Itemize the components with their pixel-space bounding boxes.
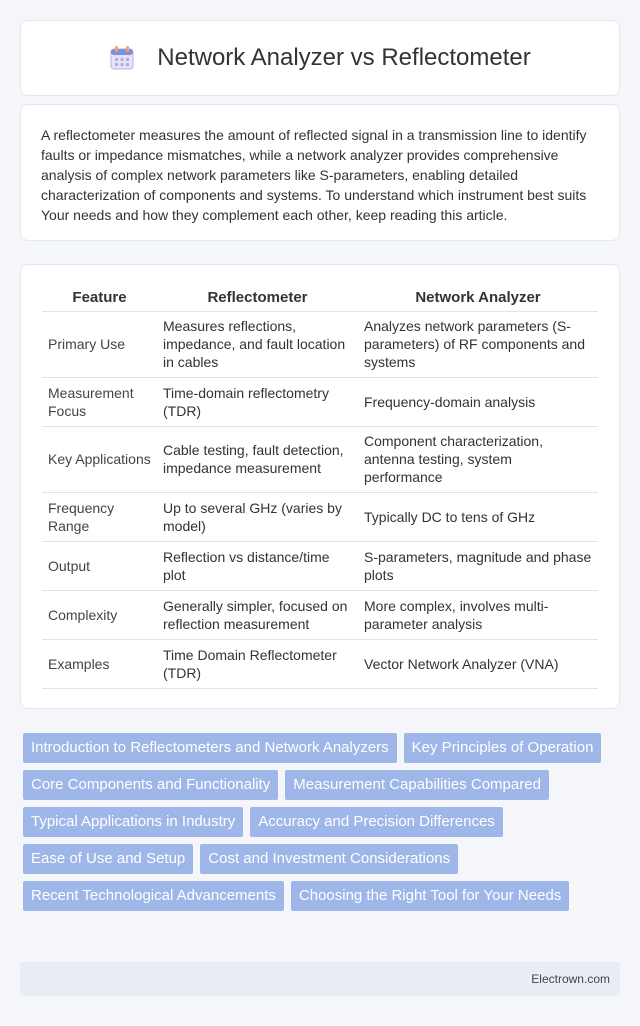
row-network-analyzer: Frequency-domain analysis [358,377,598,426]
row-network-analyzer: Vector Network Analyzer (VNA) [358,639,598,688]
row-network-analyzer: More complex, involves multi-parameter analysis [358,590,598,639]
title-card [20,20,620,96]
header-network-analyzer: Network Analyzer [358,285,598,311]
row-feature: Primary Use [42,311,157,377]
table-row [42,639,598,688]
row-reflectometer: Time-domain reflectometry (TDR) [157,377,358,426]
topic-link-choosing-tool[interactable]: Choosing the Right Tool for Your Needs [291,881,569,911]
topic-link-introduction[interactable]: Introduction to Reflectometers and Network Analyzers [23,733,397,763]
row-feature: Frequency Range [42,492,157,541]
row-feature: Complexity [42,590,157,639]
row-network-analyzer: Typically DC to tens of GHz [358,492,598,541]
row-network-analyzer: S-parameters, magnitude and phase plots [358,541,598,590]
row-reflectometer: Reflection vs distance/time plot [157,541,358,590]
topic-link-accuracy-precision[interactable]: Accuracy and Precision Differences [250,807,503,837]
row-reflectometer: Time Domain Reflectometer (TDR) [157,639,358,688]
topic-link-typical-applications[interactable]: Typical Applications in Industry [23,807,243,837]
row-feature: Output [42,541,157,590]
topic-link-recent-advancements[interactable]: Recent Technological Advancements [23,881,284,911]
row-feature: Examples [42,639,157,688]
table-header-row [42,285,598,311]
table-row [42,377,598,426]
topic-link-ease-of-use[interactable]: Ease of Use and Setup [23,844,193,874]
footer-site-link[interactable]: Electrown.com [531,972,610,986]
page-title: Network Analyzer vs Reflectometer [157,44,531,71]
table-row [42,492,598,541]
intro-card [20,104,620,241]
table-row [42,426,598,492]
comparison-table [42,285,598,689]
row-reflectometer: Measures reflections, impedance, and fault location in cables [157,311,358,377]
topic-link-cost-investment[interactable]: Cost and Investment Considerations [200,844,458,874]
topic-link-core-components[interactable]: Core Components and Functionality [23,770,278,800]
row-feature: Measurement Focus [42,377,157,426]
row-feature: Key Applications [42,426,157,492]
topic-link-measurement-capabilities[interactable]: Measurement Capabilities Compared [285,770,549,800]
header-reflectometer: Reflectometer [157,285,358,311]
topic-link-key-principles[interactable]: Key Principles of Operation [404,733,602,763]
row-reflectometer: Up to several GHz (varies by model) [157,492,358,541]
table-row [42,541,598,590]
row-reflectometer: Generally simpler, focused on reflection measurement [157,590,358,639]
comparison-table-card [20,264,620,709]
table-row [42,590,598,639]
row-network-analyzer: Component characterization, antenna testing, system performance [358,426,598,492]
table-row [42,311,598,377]
topic-links [20,730,620,915]
row-network-analyzer: Analyzes network parameters (S-parameters) of RF components and systems [358,311,598,377]
row-reflectometer: Cable testing, fault detection, impedance measurement [157,426,358,492]
header-feature: Feature [42,285,157,311]
intro-text: A reflectometer measures the amount of reflected signal in a transmission line to identify faults or impedance mismatches, while a network analyzer provides comprehensive analysis of complex network parameters like S-parameters, enabling detailed characterization of components and systems. To understand which instrument best suits Your needs and how they complement each other, keep reading this article. [41,127,587,223]
calendar-icon [109,45,135,71]
footer [20,962,620,996]
